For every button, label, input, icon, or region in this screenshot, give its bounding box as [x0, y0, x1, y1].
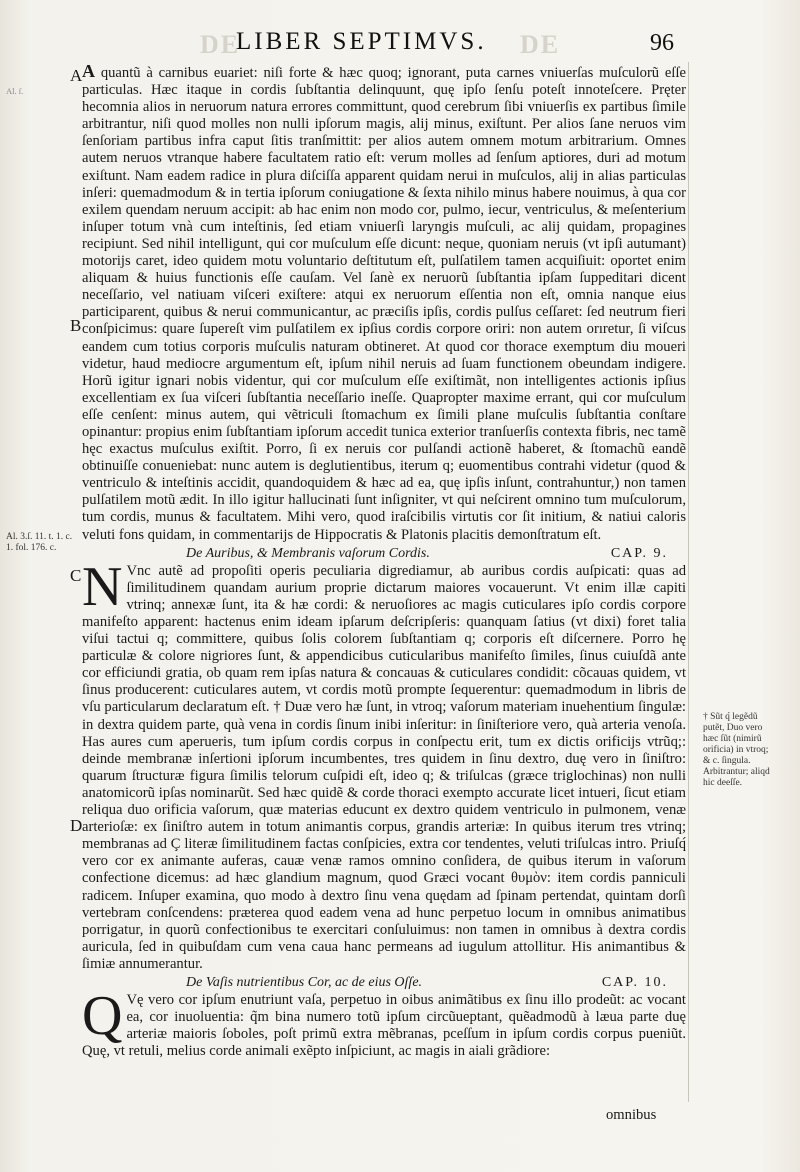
catchword: omnibus [606, 1107, 657, 1123]
chapter-9-heading [82, 545, 686, 562]
bleedthrough-text-left: DE [200, 30, 241, 59]
main-text-column [82, 63, 686, 1060]
margin-note-right: † Sũt q́ legẽdũ putẽt, Duo vero hæc ſũt (nimirũ orificia) in vtroq; & c. ſingula. Arbitrantur; aliqd hic deeſſe. [703, 712, 770, 788]
running-head: LIBER SEPTIMVS. [236, 28, 487, 55]
chapter-9-body [82, 555, 686, 973]
chapter-10-initial: Q [82, 985, 123, 1048]
chapter-9-text: Vnc autẽ ad propoſiti operis peculiaria digrediamur, ab auribus cordis auſpicati: quas ad ſimilitudinem quandam aurium proprie dictarum maiores vocauerunt. Vt enim illæ capiti vtrinq; annexæ ſunt, ita & hæ cordi: & neruoſiores ac magis cuticulares ipſo cordis corpore manifeſto apparent: hactenus enim ideam ipſarum deſcripſeris: quanquam ſatius (vt dixi) foret talia viſui tactui q; committere, quibus ſolis colorem ſubſtantiam q; corporis eſt diſcernere. Porro hę particulæ & colore nigriores ſunt, & appendicibus cuticularibus manifeſto ſimiles, ſinus cuiuſdã ante cor efficiundi gratia, ob quam rem ipſas natura & concauas & cuticulares condidit: cõcauas quidem, vt ſinus producerent: cuticulares autem, vt cordis motũ prompte ſequerentur: quemadmodum in libris de vſu particularum declaratum eſt. † Duæ vero hæ ſunt, in vtroq; vaſorum materiam inuehentium ſingulæ: in dextra quidem parte, quà vena in cordis ſinum inibi inſeritur: in ſiniſteriore vero, quà arteria venoſa. Has aures cum aperueris, tum ipſum cordis corpus in conſpectu erit, tum ex dictis orificijs vtrũq;: deinde membranæ inſertioni ipſorum incumbentes, tres quidem in ſinu dextro, duę vero in ſiniſtro: quarum ſtructuræ figura ſimilis telorum cuſpidi eſt, ideo q; & triſulcas (græce triglochinas) non nulli anatomicorũ ipſas nominarũt. Sed hæc quidẽ & corde thoraci exempto accurate licet intueri, ſicut etiam reliqua duo orificia vaſorum, quæ materias educunt ex dextro quidem ventriculo in pulmonem, venæ arterioſæ: ex ſiniſtro autem in totum animantis corpus, grandis arteriæ: In quibus iterum tres vtrinq; membranas ad Ç literæ ſimilitudinem factas conſpicies, extra cor tendentes, veluti triſulcas intro. Priuſq́ vero cor ex animante auferas, cauæ venæ ramos omnino conſidera, de quibus iterum in vaſorum confectione dicemus: ad hæc glandium magnum, quod Græci vocant θυμὸν: item cordis panniculi radicem. Inſuper examina, quo modo à dextro ſinu vena quędam ad ſpinam pertendat, quintam dorſi vertebram conſcendens: præterea quod eadem vena ad hunc perpetuo locum in omnibus animatibus porrigatur, in quorũ confectionibus te exercitari conſuluimus: non tamen in omnibus à dextra cordis auricula, ſed in quibuſdam cum vena caua hanc permeans ad iugulum attollitur. His animantibus & ſimiæ annumerantur. [82, 562, 686, 972]
paragraph-a-text: quantũ à carnibus euariet: niſi forte & hæc quoq; ignorant, puta carnes vniuerſas muſculorũ eſſe particulas. Hæc itaque in cordis ſubſtantia delinquunt, quę ipſo ſenſu poteſt innoteſcere. Pręter hecomnia alios in neruorum natura errores committunt, quod cerebrum ſibi vniuerſis ex partibus ſimile arbitrantur, niſi quod molles non nulli ipſorum magis, alij minus, exiſtunt. Per alios ſane neruos vim ſenſoriam partibus infra caput ſitis tranſmittit: per alios autem omnem motum arbitrarium. Omnes autem neruos vtranque habere facultatem ratio eſt: verum molles ad ſenſum aptiores, duri ad motum exiſtunt. Nam eadem radice in plura diſciſſa apparent quidam nerui in muſculos, alij in alias particulas inſeri: quemadmodum & in tertia ipſorum coniugatione & ſexta nihilo minus habere nouimus, à qua cor exilem quendam neruum accipit: ab hac enim non modo cor, pulmo, iecur, ventriculus, & meſenterium inſuper totum vnà cum inteſtinis, ſed etiam vniuerſi laryngis muſculi, ac alij quidam, propagines recipiunt. Sed nihil intelligunt, qui cor muſculum eſſe dicunt: neque, quoniam neruis (vt ipſi autumant) motorijs caret, ideo quidem motu voluntario deſtitutum eſt, pulſatilem tamen acquiſiuit: oportet enim aliquam & huius functionis eſſe cauſam. Vel ſanè ex neruorũ ſubſtantia ipſam ſuppeditari dicent neceſſario, vel natiuam viſceri exiſtere: atqui ex neruorum eſſentia non eſt, omnia nanque eius participarent, quibus & nerui communicantur, ac præciſis ipſis, cordis pulſus ceſſaret: ſed neutrum fieri conſpicimus: quare ſupereſt vim pulſatilem ex ipſius cordis corpore oriri: non autem orıretur, ſi viſcus eandem cum totius corporis muſculis naturam obtineret. At quod cor thorace exemptum diu moueri videtur, haud mediocre argumentum eſt, ipſum nihil neruis ad ſuam functionem obeundam indigere. Horũ igitur ignari nobis videntur, qui cor muſculum eſſe exiſtimãt, non intelligentes actionis ipſius excellentiam ex ſua viſceri ſubſtantia neceſſario ineſſe. Quapropter maxime errant, qui cor muſculum eſſe cenſent: minus autem, qui vẽtriculi ſtomachum ex ſimili plane muſculis ſubſtantia conſtare opinantur: propius enim ſubſtantiam ipſorum accedit tunica exterior tranſuerſis contexta fibris, nec tamẽ hęc exactus muſculus exiſtit. Porro, ſi ex neruis cor pulſandi actionẽ haberet, & ſtomachũ eandẽ obtinuiſſe conueniebat: nunc autem is deglutientibus, iterum q; euomentibus contrahi videtur (quod & ventriculo & inteſtinis accidit, quandoquidem & hæc ad ea, quę ipſis inſunt, contrahuntur,) non tamen pulſatilem motũ ædit. In illo igitur hallucinati ſunt inſigniter, vt qui neſcirent omnino tum muſculorum, tum cordis, munus & facultatem. Mihi vero, quod iraſcibilis virtutis cor ſit initium, & natiui caloris veluti fons quidam, in commentarijs de Hippocratis & Platonis placitis demonſtratum eſt. [82, 65, 686, 543]
bleedthrough-text-right: DE [520, 30, 561, 59]
page-number: 96 [650, 30, 674, 56]
paragraph-initial: A [82, 61, 95, 81]
paragraph-a [82, 63, 686, 544]
section-letter-b: B [70, 316, 82, 335]
column-rule [688, 62, 689, 1102]
chapter-9-number: CAP. 9. [610, 545, 668, 561]
section-letter-d: D [70, 816, 83, 835]
margin-note-left-ref: Al. 3.ſ. 11. t. 1. c. 1. fol. 176. c. [6, 532, 73, 553]
chapter-10-body [82, 985, 686, 1060]
chapter-10-text: Vę vero cor ipſum enutriunt vaſa, perpetuo in oibus animãtibus ex ſinu illo prodeũt: ac vocant ea, cor inuoluentia: q̃m bina numero totũ ipſum circũueptant, quẽadmodũ à læua parte duę arteriæ maioris ſoboles, poſt primũ extra mẽbranas, pceſſum in ipſum cordis corpus pueniũt. Quę, vt retuli, melius corde animali exẽpto inſpiciunt, ac magis in aiali grãdiore: [82, 992, 686, 1060]
chapter-10-title: De Vaſis nutrientibus Cor, ac de eius Oſſe. [186, 974, 423, 990]
chapter-10-number: CAP. 10. [601, 974, 668, 990]
section-letter-c: C [70, 566, 82, 585]
chapter-9-initial: N [82, 555, 123, 618]
chapter-10-heading [82, 974, 686, 991]
section-letter-a: A [70, 66, 83, 85]
margin-note-left-top: Al. ſ. [6, 86, 24, 96]
chapter-9-title: De Auribus, & Membranis vaſorum Cordis. [186, 545, 430, 561]
